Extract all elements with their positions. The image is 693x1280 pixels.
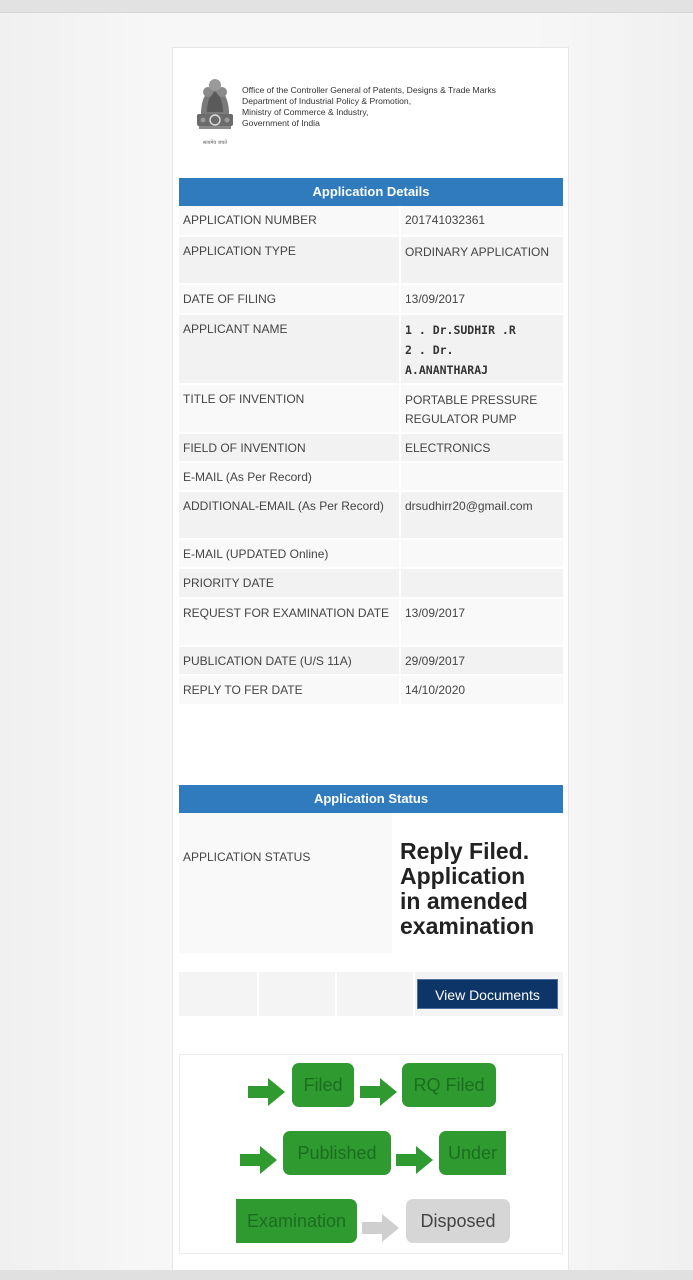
arrow-right-icon	[248, 1077, 286, 1107]
stage-examination: Examination	[236, 1199, 357, 1243]
applicant-name-line: A.ANANTHARAJ	[405, 363, 489, 377]
browser-top-strip	[0, 0, 693, 13]
application-details-table	[179, 206, 563, 706]
table-row	[179, 675, 563, 705]
row-label: E-MAIL (As Per Record)	[179, 462, 400, 491]
page-background	[0, 13, 693, 1270]
status-label: APPLICATION STATUS	[179, 813, 392, 953]
applicant-name-line: 2 . Dr.	[405, 343, 454, 357]
national-emblem-icon	[193, 76, 237, 148]
table-row	[179, 646, 563, 675]
stage-under: Under	[439, 1131, 506, 1175]
stage-published: Published	[283, 1131, 391, 1175]
status-value	[392, 813, 563, 953]
table-row	[179, 568, 563, 598]
table-row	[179, 433, 563, 462]
row-label: APPLICATION TYPE	[179, 236, 400, 284]
row-value	[400, 568, 563, 598]
office-line: Department of Industrial Policy & Promotion,	[242, 96, 412, 106]
row-value: 14/10/2020	[400, 675, 563, 705]
row-label: PRIORITY DATE	[179, 568, 400, 598]
documents-row	[179, 972, 563, 1016]
row-label: APPLICANT NAME	[179, 314, 400, 384]
row-label: APPLICATION NUMBER	[179, 206, 400, 236]
office-line: Government of India	[242, 118, 320, 128]
arrow-right-icon	[360, 1077, 398, 1107]
table-row	[179, 539, 563, 568]
stage-filed: Filed	[292, 1063, 354, 1107]
arrow-right-grey-icon	[362, 1213, 400, 1243]
stage-disposed: Disposed	[406, 1199, 510, 1243]
row-value: 29/09/2017	[400, 646, 563, 675]
empty-cell	[335, 972, 415, 1016]
row-label: REPLY TO FER DATE	[179, 675, 400, 705]
office-header	[181, 76, 561, 152]
table-row	[179, 314, 563, 384]
stage-rq-filed: RQ Filed	[402, 1063, 496, 1107]
row-label: DATE OF FILING	[179, 284, 400, 314]
table-row	[179, 206, 563, 236]
row-label: PUBLICATION DATE (U/S 11A)	[179, 646, 400, 675]
row-label: FIELD OF INVENTION	[179, 433, 400, 462]
table-row	[179, 462, 563, 491]
row-label: E-MAIL (UPDATED Online)	[179, 539, 400, 568]
application-details-header: Application Details	[179, 178, 563, 206]
applicant-names	[400, 314, 563, 384]
table-row	[179, 284, 563, 314]
row-label: ADDITIONAL-EMAIL (As Per Record)	[179, 491, 400, 539]
row-value	[400, 462, 563, 491]
row-label: REQUEST FOR EXAMINATION DATE	[179, 598, 400, 646]
arrow-right-icon	[396, 1145, 434, 1175]
view-documents-button[interactable]: View Documents	[417, 979, 558, 1009]
row-value: ORDINARY APPLICATION	[400, 236, 563, 284]
status-flow-panel	[179, 1054, 563, 1254]
row-value: 13/09/2017	[400, 598, 563, 646]
status-value-line: Reply Filed.	[400, 838, 530, 864]
row-value	[400, 539, 563, 568]
row-label: TITLE OF INVENTION	[179, 384, 400, 433]
row-value: 13/09/2017	[400, 284, 563, 314]
row-value: drsudhirr20@gmail.com	[400, 491, 563, 539]
row-value: PORTABLE PRESSURE REGULATOR PUMP	[400, 384, 563, 433]
applicant-name-line: 1 . Dr.SUDHIR .R	[405, 323, 516, 337]
empty-cell	[179, 972, 259, 1016]
arrow-right-icon	[240, 1145, 278, 1175]
emblem-motto: सत्यमेव जयते	[202, 140, 228, 146]
status-value-line: in amended	[400, 888, 528, 914]
status-value-line: Application	[400, 863, 526, 889]
application-status-header: Application Status	[179, 785, 563, 813]
row-value: ELECTRONICS	[400, 433, 563, 462]
office-line: Ministry of Commerce & Industry,	[242, 107, 369, 117]
application-status-row	[179, 813, 563, 953]
office-line: Office of the Controller General of Patents, Designs & Trade Marks	[242, 85, 496, 95]
table-row	[179, 236, 563, 284]
table-row	[179, 384, 563, 433]
browser-bottom-strip	[0, 1270, 693, 1280]
application-card	[172, 47, 569, 1277]
empty-cell	[257, 972, 337, 1016]
table-row	[179, 598, 563, 646]
status-value-line: examination	[400, 913, 535, 939]
table-row	[179, 491, 563, 539]
office-title	[242, 85, 496, 129]
row-value: 201741032361	[400, 206, 563, 236]
